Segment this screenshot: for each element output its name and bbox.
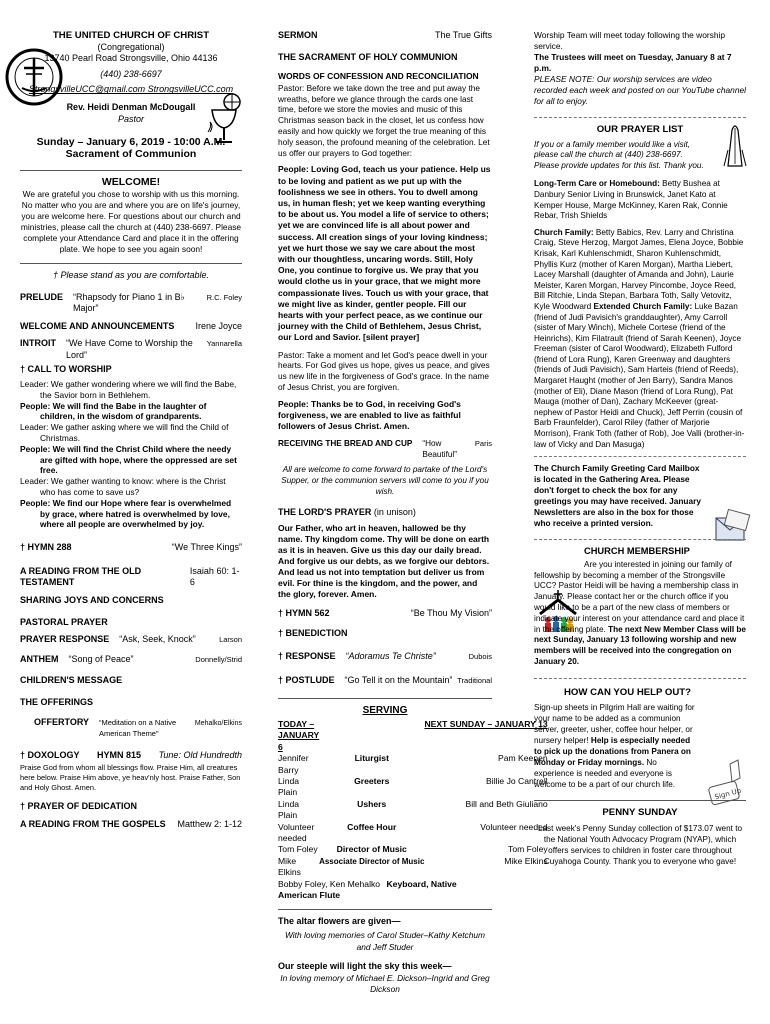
holy-communion-heading: THE SACRAMENT OF HOLY COMMUNION (278, 51, 458, 62)
serving-cell: Mike Elkins (504, 855, 548, 866)
communion-invite: All are welcome to come forward to partake of the Lord's Supper, or the communion servers will come to you if you wish. (281, 464, 489, 496)
anthem-label: ANTHEM (20, 653, 59, 664)
serving-cell: Jennifer Barry (278, 753, 309, 775)
service-sacrament: Sacrament of Communion (65, 147, 197, 160)
column-communion (278, 30, 548, 996)
sermon-label: SERMON (278, 30, 318, 40)
serving-cell: Tom Foley (508, 844, 548, 855)
worship-team-note: Worship Team will meet today following the worship service. (534, 30, 726, 51)
prayer-response-title: “Ask, Seek, Knock” (119, 634, 196, 645)
pastor-confession: Pastor: Before we take down the tree and put away the wreaths, before we glance through the cards one last time, before we store the movies and music of this Christmas season back in the closet, let us confess how easily and how quickly we forget the true meaning of this holy season, the profound meaning of the celebration. Let us offer our prayers to God together: (278, 82, 490, 158)
lords-prayer-sub: (in unison) (373, 507, 416, 518)
people-confession: People: Loving God, teach us your patience. Help us to be loving and patient as we put up with the foolishness we see in others. You to dwell among us, in human flesh; yet we keep wanting everything to be about us. You model a life of service to others; yet we are convinced life is all about power and success. All creation sings of your loving kindness; yet we hurt those we say we care about the most with our thoughtless, uncaring words. Still, Holy One, you continue to forgive us. We pray that you would clothe us in your grace, that we might more compassionate lives. Touch us with your grace, that we might live as kinder, gentler people. Fill our hearts with your perfect peace, as we continue our journey with the Child of Bethlehem, Jesus Christ, our Lord and Savior. [silent prayer] (278, 164, 491, 343)
gospel-label: A READING FROM THE GOSPELS (20, 818, 166, 829)
confession-heading: WORDS OF CONFESSION AND RECONCILIATION (278, 71, 479, 82)
service-date: Sunday – January 6, 2019 - 10:00 A.M. (36, 136, 226, 149)
gospel-row (20, 819, 242, 831)
serving-cell: Bill and Beth Giuliano (465, 798, 548, 809)
call-to-worship-label: † CALL TO WORSHIP (20, 363, 112, 374)
steeple-memory: In loving memory of Michael E. Dickson–Ingrid and Greg Dickson (280, 972, 490, 995)
serving-cell: Linda Plain (278, 798, 300, 821)
church-address: 13740 Pearl Road Strongsville, Ohio 44136 (44, 53, 218, 64)
church-name: THE UNITED CHURCH OF CHRIST (52, 30, 210, 41)
prelude-label: PRELUDE (20, 291, 64, 302)
offertory-row (20, 717, 242, 740)
pastoral-prayer: PASTORAL PRAYER (20, 616, 108, 627)
serving-role: Greeters (354, 775, 390, 786)
prelude-row (20, 292, 242, 315)
serving-heading: SERVING (362, 705, 408, 717)
membership-invite: Are you interested in joining our family of fellowship by becoming a member of the Strongsville UCC? Pastor Heidi will be having a membership class in January. Please contact her or the church office if you would like to be a part of the new class of members or indicate your interest on your attendance card and place it in the offering plate. (534, 559, 745, 634)
church-family-names: Betty Babics, Rev. Larry and Christina Craig, Steve Herzog, Margot James, Elena Joyce, Bobbie Krisak, Karl Kuhlenschmidt, Sharon Kuhlenschmidt, Phyllis Kurz (mother of Karen Morgan), Martha Liebert, Lacey Marshall (daughter of Amanda and John), Laurie Meister, Karen Morgan, Harvey Pincombe, Joyce Reed, Bill Ritchie, Linda Stepan, Barbara Toth, Sally Vetovitz, Kyle Woodward (534, 227, 744, 311)
introit-row (20, 338, 242, 361)
bread-cup-label: RECEIVING THE BREAD AND CUP (278, 438, 413, 448)
ot-reading-row (20, 566, 242, 589)
altar-flowers: The altar flowers are given— (278, 916, 401, 927)
lords-prayer-heading (278, 507, 492, 519)
denomination: (Congregational) (97, 41, 165, 52)
welcome-ann-label: WELCOME AND ANNOUNCEMENTS (20, 320, 175, 331)
anthem-composer: Donnelly/Strid (195, 654, 242, 664)
pastor-assurance: Pastor: Take a moment and let God's peace dwell in your hearts. For God gives us hope, gives us peace, and gives us new life in the forgiveness of God's grace. In the name of Jesus Christ, you are forgiven. (278, 349, 490, 392)
response-composer: Dubois (468, 652, 492, 662)
sharing-joys: SHARING JOYS AND CONCERNS (20, 595, 164, 606)
doxology-text: Praise God from whom all blessings flow. Praise Him, all creatures here below. Praise Him above, ye heav'nly host. Praise Father, Son and Holy Ghost. Amen. (20, 763, 241, 793)
childrens-message: CHILDREN'S MESSAGE (20, 675, 123, 686)
prayer-response-composer: Larson (219, 635, 242, 645)
pastor-name: Rev. Heidi Denman McDougall (66, 101, 196, 112)
serving-cell: Pam Keenen (497, 753, 548, 764)
membership-class-info: The next New Member Class will be next Sunday, January 13 following worship and new members will be received into the congregation on January 20. (534, 624, 746, 666)
ot-reading-label: A READING FROM THE OLD TESTAMENT (20, 565, 142, 588)
serving-keyboard-names: Bobby Foley, Ken Mehalko (278, 878, 381, 889)
altar-flowers-memory: With loving memories of Carol Studer–Kathy Ketchum and Jeff Studer (284, 930, 486, 952)
introit-title: “We Have Come to Worship the Lord” (66, 338, 193, 360)
response-title: “Adoramus Te Christe” (345, 651, 436, 662)
help-signup: Sign-up sheets in Pilgrim Hall are waiting for your name to be added as a communion server, greeter, usher, coffee hour helper, or nursery helper! (534, 703, 695, 746)
extended-family-names: Luke Bazan (friend of Judi Pavisich's granddaughter), Amy Carroll (sister of Mary Winch), Michele Cortese (friend of the Heinrichs), Kim Filatrault (friend of Sarah Keenen), Joyce Freeman (sister of Carol Woodward), Elizabeth Fulford (friend of Lora Rung), Karen Greenway and daughters (friends of Judi Pavisich), Sam Harteis (friend of Reeds), Margaret Haught (mother of Jen Barry), Sandra Manos (mother of Eli), Diane Mason (friend of Lora Rung), Pat Mauga (mother of Dan), Zachary McKeever (great-nephew of Pastor Heidi and Chuck), Jeff Perrin (cousin of Barb Fraunfelder), Carol Riley (father of Marjorie Morrison), Frank Toth (father of Rob), Joe Valli (brother-in-law of Vicky and Dan Masuga) (534, 301, 745, 449)
prayer-list-intro: If you or a family member would like a visit, please call the church at (440) 238-6697. Please provide updates for this list. Thank you. (534, 139, 704, 170)
postlude-label: † POSTLUDE (278, 674, 335, 685)
people-thanks: People: Thanks be to God, in receiving God's forgiveness, we are enabled to live as faithful followers of Jesus Christ. Amen. (278, 398, 461, 431)
serving-cell: Linda Plain (278, 775, 300, 798)
prayer-response-label: PRAYER RESPONSE (20, 634, 110, 645)
hymn-562-row (278, 608, 492, 620)
gospel-ref: Matthew 2: 1-12 (177, 818, 242, 829)
prayer-response-row (20, 634, 242, 646)
prayer-list-title: OUR PRAYER LIST (596, 124, 684, 135)
serving-cell: Volunteer needed (278, 821, 315, 843)
serving-header-today: TODAY – JANUARY 6 (278, 718, 320, 752)
bread-cup-row (278, 438, 492, 461)
column-order-of-worship (20, 30, 242, 831)
prayer-of-dedication: † PRAYER OF DEDICATION (20, 801, 138, 812)
bread-cup-title: “How Beautiful” (422, 438, 457, 460)
serving-header-next: NEXT SUNDAY – JANUARY 13 (424, 718, 548, 729)
serving-cell: Volunteer needed (480, 821, 548, 832)
doxology-tune: Tune: Old Hundredth (158, 749, 242, 760)
steeple-light: Our steeple will light the sky this week— (278, 961, 452, 972)
sermon-title: The True Gifts (434, 30, 492, 40)
response-row (278, 651, 492, 663)
serving-header-blank (319, 719, 424, 753)
hymn-562-title: “Be Thou My Vision” (410, 607, 492, 618)
offertory-composer: Mehalko/Elkins (194, 719, 242, 727)
call-line: People: We find our Hope where fear is overwhelmed by grace, where hatred is overwhelmed by love, where all people are overwhelmed by joy. (20, 497, 232, 530)
pastor-title: Pastor (117, 113, 144, 124)
extended-family-label: Extended Church Family: (593, 301, 693, 311)
prelude-title: “Rhapsody for Piano 1 in B♭ Major” (73, 291, 185, 314)
please-note: PLEASE NOTE: Our worship services are video recorded each week and posted on our YouTube channel for all to enjoy. (534, 74, 747, 106)
help-welcome: No experience is needed and everyone is welcome to be a part of our church life. (534, 758, 676, 790)
offertory-label: OFFERTORY (34, 716, 90, 727)
response-label: † RESPONSE (278, 651, 336, 662)
sermon-row (278, 30, 492, 42)
serving-cell: Mike Elkins (278, 855, 301, 878)
serving-keyboard-row (278, 879, 492, 902)
help-panera: Help is especially needed to pick up the donations from Panera on Monday or Friday mornings. (534, 736, 691, 768)
long-term-label: Long-Term Care or Homebound: (534, 179, 660, 189)
signup-label: Sign Up (713, 786, 743, 802)
stand-note: † Please stand as you are comfortable. (52, 269, 210, 280)
help-text (534, 702, 746, 790)
membership-title: CHURCH MEMBERSHIP (584, 546, 690, 557)
serving-table (278, 718, 548, 879)
call-to-worship (20, 379, 242, 530)
serving-role: Associate Director of Music (319, 856, 425, 866)
welcome-announcements-row (20, 321, 242, 333)
serving-role: Director of Music (336, 844, 407, 855)
hymn-288-label: † HYMN 288 (20, 542, 72, 553)
postlude-title: “Go Tell it on the Mountain” (344, 674, 453, 685)
call-line: People: We will find the Christ Child where the needy are gifted with hope, where the oppressed are set free. (20, 443, 237, 476)
offerings: THE OFFERINGS (20, 697, 94, 707)
church-phone: (440) 238-6697 (100, 68, 162, 79)
doxology-hymn: HYMN 815 (97, 749, 142, 760)
greeting-card-mailbox: The Church Family Greeting Card Mailbox is located in the Gathering Area. Please don't forget to check the box for any greetings you may have received. January Newsletters are also in the box for those who receive a printed version. (534, 463, 701, 529)
lords-prayer-label: THE LORD'S PRAYER (278, 507, 372, 518)
hymn-562-label: † HYMN 562 (278, 607, 330, 618)
church-family-list (534, 228, 746, 450)
ot-reading-ref: Isaiah 60: 1-6 (189, 565, 240, 588)
bread-cup-composer: Paris (474, 438, 492, 448)
membership-text (534, 560, 746, 668)
call-line: Leader: We gather asking where we will find the Child of Christmas. (20, 422, 229, 444)
doxology-row (20, 750, 242, 762)
lords-prayer-text: Our Father, who art in heaven, hallowed be thy name. Thy kingdom come. Thy will be done on earth as it is in heaven. Give us this day our daily bread. And forgive us our debts, as we forgive our debtors. And lead us not into temptation but deliver us from evil. For thine is the kingdom, and the power, and the glory, forever. Amen. (278, 522, 490, 599)
church-family-label: Church Family: (534, 227, 594, 237)
serving-cell: Tom Foley (278, 844, 318, 855)
penny-title: PENNY SUNDAY (602, 807, 678, 819)
call-line: Leader: We gather wanting to know: where is the Christ who has come to save us? (20, 476, 226, 498)
serving-role: Liturgist (354, 753, 389, 764)
serving-role: Ushers (357, 798, 387, 809)
serving-cell: Billie Jo Cantrell (486, 775, 548, 786)
hymn-288-row (20, 542, 242, 554)
welcome-ann-leader: Irene Joyce (195, 320, 242, 331)
column-announcements (534, 30, 746, 867)
postlude-row (278, 675, 492, 687)
benediction: † BENEDICTION (278, 627, 348, 638)
doxology-label: † DOXOLOGY (20, 749, 80, 760)
serving-role: Coffee Hour (347, 821, 397, 832)
serving-keyboard-role: Keyboard, Native American Flute (278, 878, 457, 901)
offertory-title: “Meditation on a Native American Theme” (99, 717, 177, 739)
anthem-title: “Song of Peace” (68, 653, 134, 664)
penny-text: Last week's Penny Sunday collection of $173.07 went to the National Youth Advocacy Program (NYAP), which offers services to children in foster care throughout Cuyahoga County. Thank you to everyone who gave! (537, 823, 743, 866)
postlude-composer: Traditional (457, 675, 492, 685)
trustees-note: The Trustees will meet on Tuesday, January 8 at 7 p.m. (534, 52, 732, 73)
church-email-web: StrongsvilleUCC@gmail.com StrongsvilleUCC.com (28, 84, 234, 95)
hymn-288-title: “We Three Kings” (171, 542, 242, 553)
help-title: HOW CAN YOU HELP OUT? (564, 686, 692, 698)
welcome-title: WELCOME! (101, 176, 161, 189)
welcome-text: We are grateful you chose to worship with us this morning. No matter who you are and where you are on life's journey, you are welcome here. For questions about our church and ministries, please call the church at (440) 238-6697. Please complete your Attendance Card and place it in the offering plate. We hope to see you again soon! (20, 188, 242, 254)
introit-label: INTROIT (20, 338, 56, 349)
prelude-composer: R.C. Foley (206, 292, 242, 302)
call-line: Leader: We gather wondering where we will find the Babe, the Savior born in Bethlehem. (20, 379, 237, 400)
long-term-care (534, 179, 746, 221)
anthem-row (20, 654, 242, 666)
long-term-names: Betty Bushea at Danbury Senior Living in Brunswick, Janet Kato at Kemper House, Marge McKinney, Karen Rak, Connie Rebar, Trish Shields (534, 179, 728, 221)
call-line: People: We will find the Babe in the laughter of children, in the wisdom of grandparents. (20, 400, 207, 422)
introit-composer: Yannarella (206, 339, 242, 349)
